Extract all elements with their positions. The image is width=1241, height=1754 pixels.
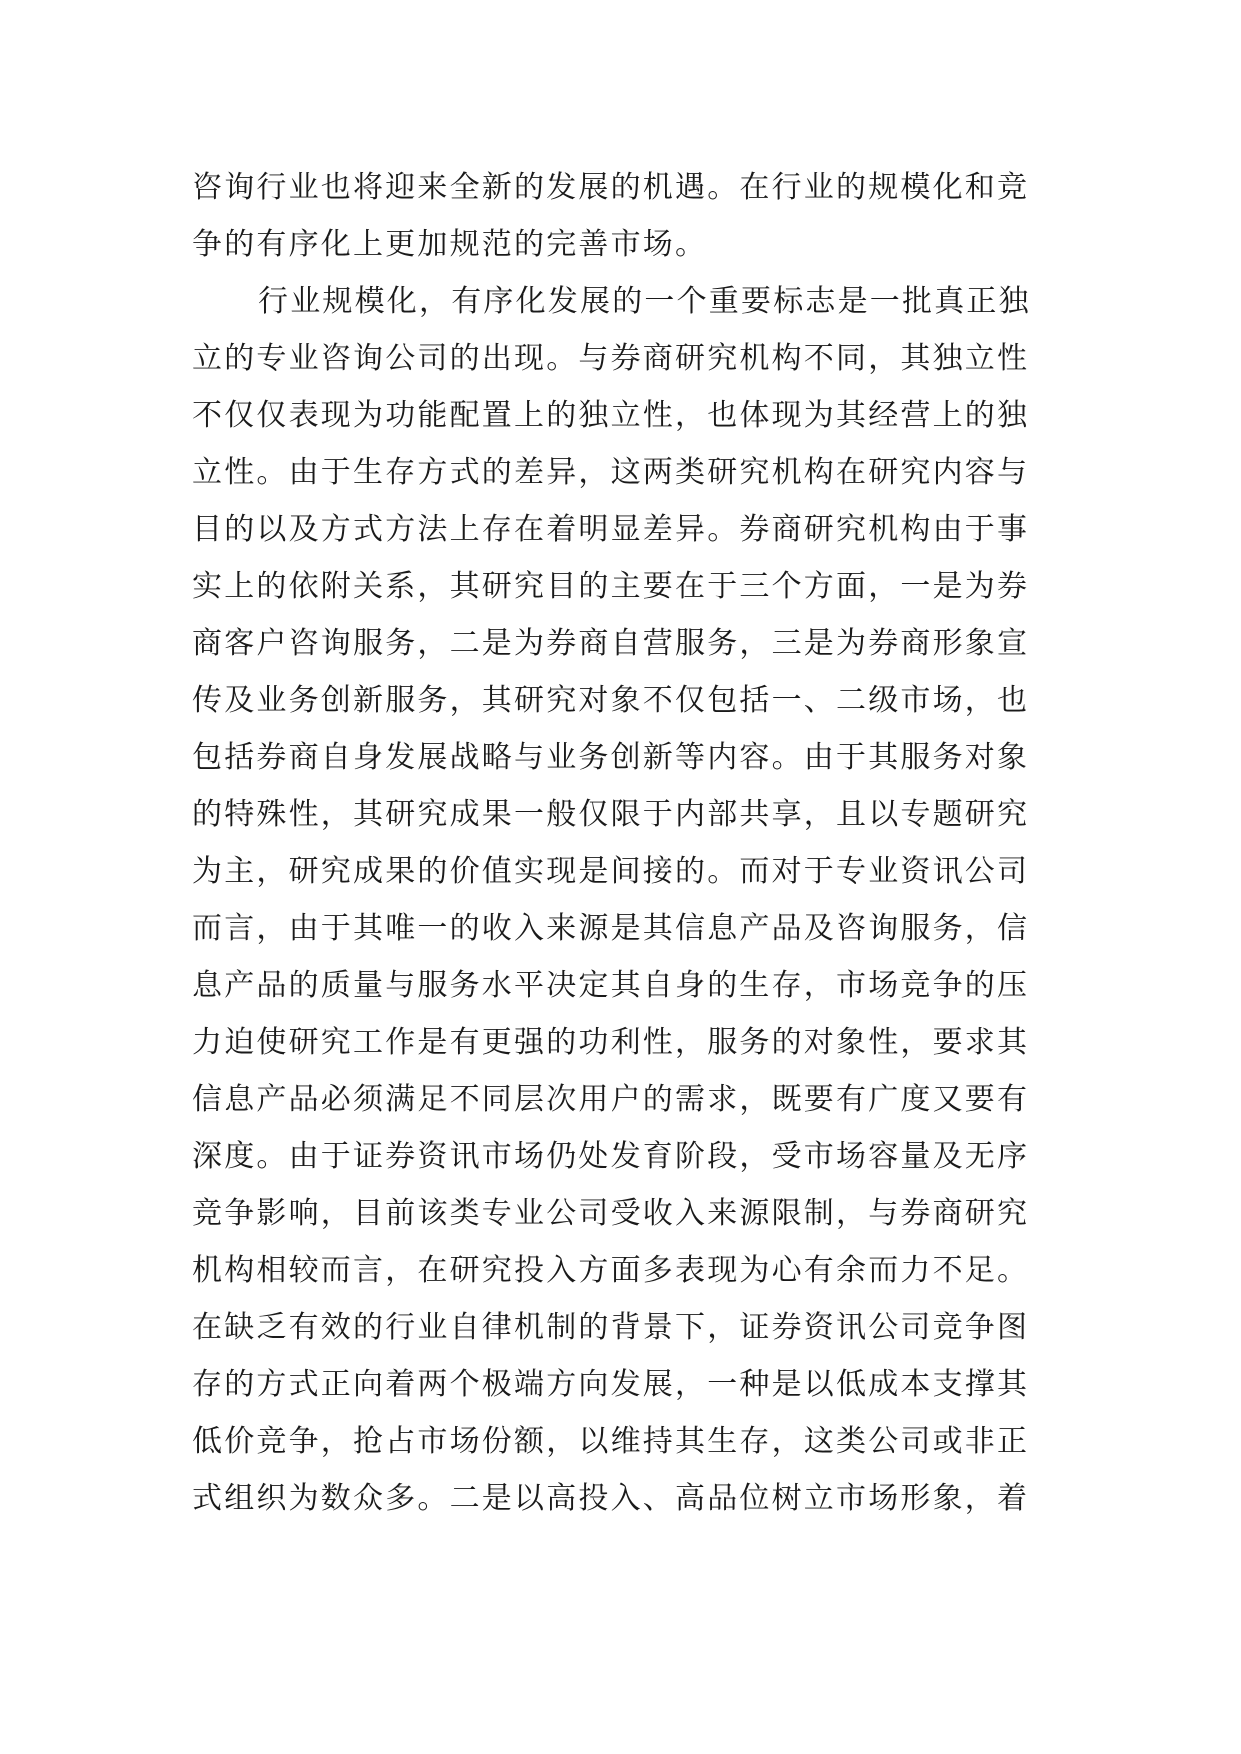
text-line: 在缺乏有效的行业自律机制的背景下，证券资讯公司竞争图 (192, 1310, 1030, 1345)
text-line: 息产品的质量与服务水平决定其自身的生存，市场竞争的压 (192, 968, 1030, 1003)
text-line: 为主，研究成果的价值实现是间接的。而对于专业资讯公司 (192, 854, 1030, 889)
text-line: 争的有序化上更加规范的完善市场。 (192, 227, 708, 262)
paragraph-first-line: 行业规模化，有序化发展的一个重要标志是一批真正独 (258, 284, 1031, 319)
text-line: 信息产品必须满足不同层次用户的需求，既要有广度又要有 (192, 1082, 1030, 1117)
text-line: 实上的依附关系，其研究目的主要在于三个方面，一是为券 (192, 569, 1030, 604)
text-line: 包括券商自身发展战略与业务创新等内容。由于其服务对象 (192, 740, 1030, 775)
text-line: 立的专业咨询公司的出现。与券商研究机构不同，其独立性 (192, 341, 1030, 376)
text-line: 存的方式正向着两个极端方向发展，一种是以低成本支撑其 (192, 1367, 1030, 1402)
text-line: 而言，由于其唯一的收入来源是其信息产品及咨询服务，信 (192, 911, 1030, 946)
text-line: 深度。由于证券资讯市场仍处发育阶段，受市场容量及无序 (192, 1139, 1030, 1174)
text-line: 立性。由于生存方式的差异，这两类研究机构在研究内容与 (192, 455, 1030, 490)
text-line: 式组织为数众多。二是以高投入、高品位树立市场形象，着 (192, 1481, 1030, 1516)
text-line: 咨询行业也将迎来全新的发展的机遇。在行业的规模化和竞 (192, 170, 1030, 205)
text-line: 目的以及方式方法上存在着明显差异。券商研究机构由于事 (192, 512, 1030, 547)
text-line: 传及业务创新服务，其研究对象不仅包括一、二级市场，也 (192, 683, 1030, 718)
text-line: 力迫使研究工作是有更强的功利性，服务的对象性，要求其 (192, 1025, 1030, 1060)
text-line: 不仅仅表现为功能配置上的独立性，也体现为其经营上的独 (192, 398, 1030, 433)
text-line: 竞争影响，目前该类专业公司受收入来源限制，与券商研究 (192, 1196, 1030, 1231)
text-line: 的特殊性，其研究成果一般仅限于内部共享，且以专题研究 (192, 797, 1030, 832)
text-line: 低价竞争，抢占市场份额，以维持其生存，这类公司或非正 (192, 1424, 1030, 1459)
text-line: 机构相较而言，在研究投入方面多表现为心有余而力不足。 (192, 1253, 1030, 1288)
text-line: 商客户咨询服务，二是为券商自营服务，三是为券商形象宣 (192, 626, 1030, 661)
